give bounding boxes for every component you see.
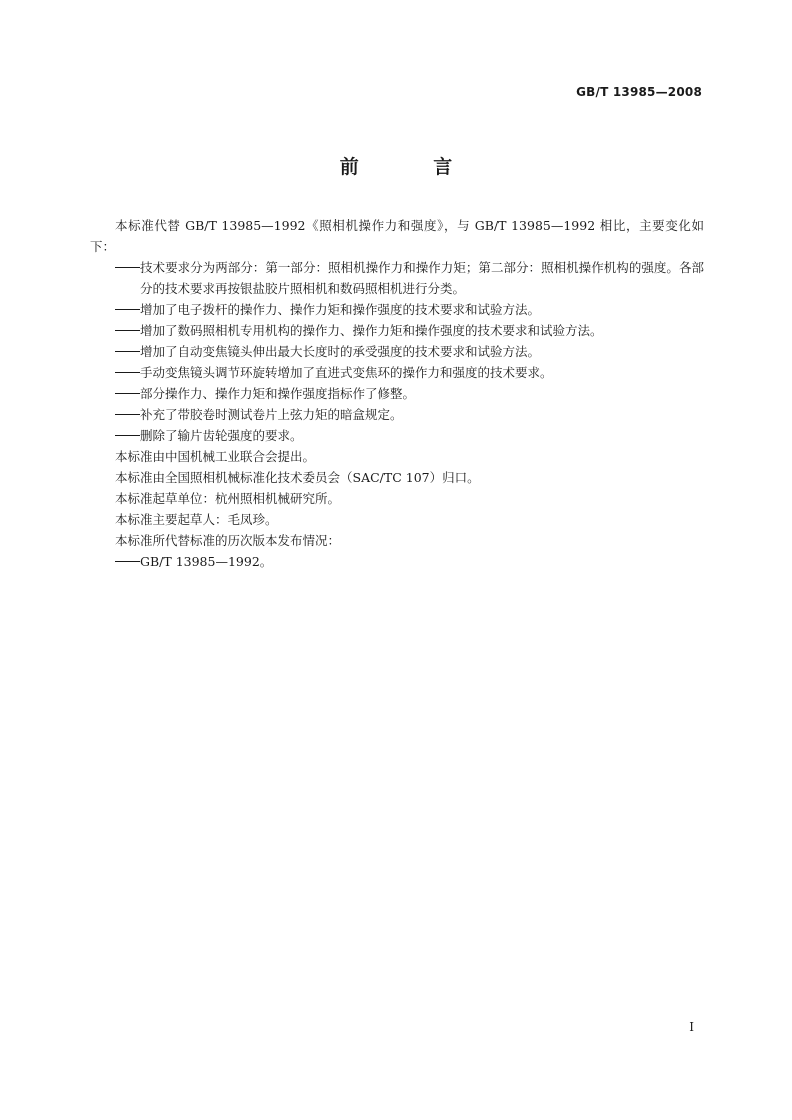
history-item-text: GB/T 13985—1992。 (140, 554, 273, 569)
statement-paragraph: 本标准所代替标准的历次版本发布情况： (115, 533, 341, 548)
change-item-text: 增加了数码照相机专用机构的操作力、操作力矩和操作强度的技术要求和试验方法。 (140, 323, 603, 338)
dash-bullet (115, 383, 140, 404)
dash-bullet (115, 425, 140, 446)
statement-paragraph: 本标准起草单位：杭州照相机械研究所。 (115, 491, 341, 506)
page-number: I (689, 1020, 694, 1034)
change-item-text: 增加了自动变焦镜头伸出最大长度时的承受强度的技术要求和试验方法。 (140, 344, 541, 359)
change-item-text: 手动变焦镜头调节环旋转增加了直进式变焦环的操作力和强度的技术要求。 (140, 365, 553, 380)
foreword-body (90, 215, 704, 572)
dash-bullet (115, 404, 140, 425)
change-item-text: 增加了电子拨杆的操作力、操作力矩和操作强度的技术要求和试验方法。 (140, 302, 541, 317)
change-item (90, 320, 704, 341)
dash-bullet (115, 341, 140, 362)
change-item (90, 362, 704, 383)
intro-paragraph: 本标准代替 GB/T 13985—1992《照相机操作力和强度》，与 GB/T 13985—1992 相比，主要变化如下： (90, 218, 704, 254)
statement-paragraph: 本标准由中国机械工业联合会提出。 (115, 449, 316, 464)
change-item (90, 299, 704, 320)
change-item (90, 383, 704, 404)
dash-bullet (115, 551, 140, 572)
change-item (90, 404, 704, 425)
page-title: 前 言 (339, 156, 487, 178)
change-item-text: 部分操作力、操作力矩和操作强度指标作了修整。 (140, 386, 416, 401)
change-item (90, 341, 704, 362)
statement-paragraph: 本标准主要起草人：毛凤珍。 (115, 512, 278, 527)
dash-bullet (115, 299, 140, 320)
change-item (90, 425, 704, 446)
change-item (90, 257, 704, 299)
change-item-text: 技术要求分为两部分：第一部分：照相机操作力和操作力矩；第二部分：照相机操作机构的强度。各部分的技术要求再按银盐胶片照相机和数码照相机进行分类。 (140, 260, 704, 296)
dash-bullet (115, 257, 140, 299)
dash-bullet (115, 362, 140, 383)
dash-bullet (115, 320, 140, 341)
history-item (90, 551, 704, 572)
standard-code: GB/T 13985—2008 (576, 85, 702, 99)
change-item-text: 删除了输片齿轮强度的要求。 (140, 428, 303, 443)
statement-paragraph: 本标准由全国照相机械标准化技术委员会（SAC/TC 107）归口。 (115, 470, 480, 485)
change-item-text: 补充了带胶卷时测试卷片上弦力矩的暗盒规定。 (140, 407, 403, 422)
